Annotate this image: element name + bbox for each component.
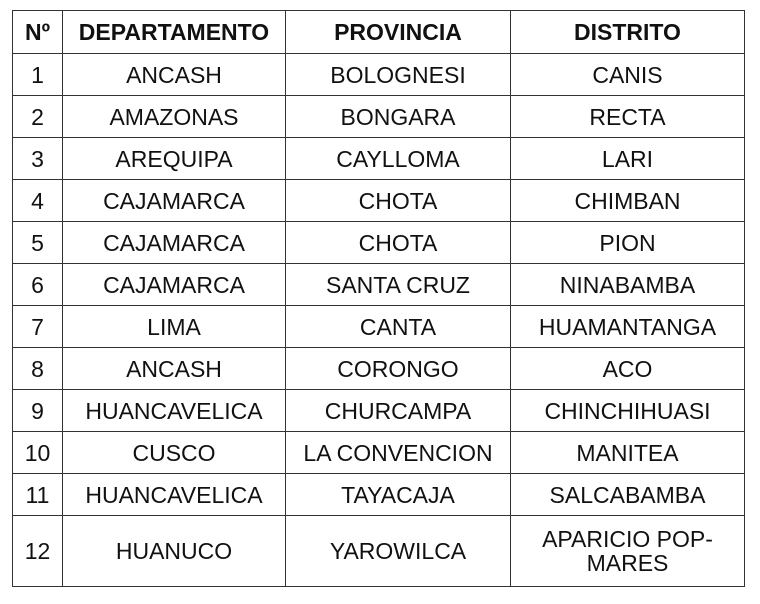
table-row: [13, 306, 745, 348]
cell-departamento: HUANCAVELICA: [63, 474, 286, 516]
cell-departamento: CUSCO: [63, 432, 286, 474]
cell-number: 3: [13, 138, 63, 180]
cell-departamento: CAJAMARCA: [63, 264, 286, 306]
table-row: [13, 264, 745, 306]
cell-number: 6: [13, 264, 63, 306]
cell-provincia: TAYACAJA: [286, 474, 511, 516]
cell-number: 8: [13, 348, 63, 390]
cell-distrito: CHINCHIHUASI: [511, 390, 745, 432]
table-row: [13, 432, 745, 474]
cell-departamento: HUANUCO: [63, 516, 286, 587]
cell-distrito: NINABAMBA: [511, 264, 745, 306]
cell-departamento: HUANCAVELICA: [63, 390, 286, 432]
table-row: [13, 348, 745, 390]
cell-provincia: LA CONVENCION: [286, 432, 511, 474]
cell-departamento: CAJAMARCA: [63, 222, 286, 264]
cell-distrito: HUAMANTANGA: [511, 306, 745, 348]
cell-departamento: AMAZONAS: [63, 96, 286, 138]
table-row: [13, 96, 745, 138]
cell-number: 5: [13, 222, 63, 264]
cell-departamento: AREQUIPA: [63, 138, 286, 180]
cell-number: 10: [13, 432, 63, 474]
cell-provincia: CHOTA: [286, 180, 511, 222]
cell-provincia: CHOTA: [286, 222, 511, 264]
table-row: [13, 180, 745, 222]
cell-number: 11: [13, 474, 63, 516]
document-page: [12, 10, 745, 587]
header-number: Nº: [13, 11, 63, 54]
table-row: [13, 474, 745, 516]
cell-distrito: MANITEA: [511, 432, 745, 474]
table-header-row: [13, 11, 745, 54]
cell-provincia: BOLOGNESI: [286, 54, 511, 96]
cell-provincia: CORONGO: [286, 348, 511, 390]
cell-provincia: CANTA: [286, 306, 511, 348]
cell-distrito: SALCABAMBA: [511, 474, 745, 516]
cell-number: 9: [13, 390, 63, 432]
cell-distrito: CANIS: [511, 54, 745, 96]
cell-number: 7: [13, 306, 63, 348]
cell-departamento: CAJAMARCA: [63, 180, 286, 222]
cell-distrito: RECTA: [511, 96, 745, 138]
cell-departamento: ANCASH: [63, 54, 286, 96]
cell-provincia: BONGARA: [286, 96, 511, 138]
cell-departamento: ANCASH: [63, 348, 286, 390]
cell-number: 4: [13, 180, 63, 222]
cell-distrito: LARI: [511, 138, 745, 180]
cell-distrito: PION: [511, 222, 745, 264]
table-row: [13, 222, 745, 264]
cell-distrito: APARICIO POP-MARES: [511, 516, 745, 587]
cell-number: 2: [13, 96, 63, 138]
table-row: [13, 138, 745, 180]
header-distrito: DISTRITO: [511, 11, 745, 54]
cell-number: 1: [13, 54, 63, 96]
cell-provincia: CHURCAMPA: [286, 390, 511, 432]
table-row: [13, 54, 745, 96]
districts-table: [12, 10, 745, 587]
cell-provincia: CAYLLOMA: [286, 138, 511, 180]
cell-distrito: ACO: [511, 348, 745, 390]
cell-number: 12: [13, 516, 63, 587]
table-row: [13, 390, 745, 432]
cell-departamento: LIMA: [63, 306, 286, 348]
cell-distrito: CHIMBAN: [511, 180, 745, 222]
table-row: [13, 516, 745, 587]
cell-provincia: YAROWILCA: [286, 516, 511, 587]
header-departamento: DEPARTAMENTO: [63, 11, 286, 54]
cell-provincia: SANTA CRUZ: [286, 264, 511, 306]
header-provincia: PROVINCIA: [286, 11, 511, 54]
